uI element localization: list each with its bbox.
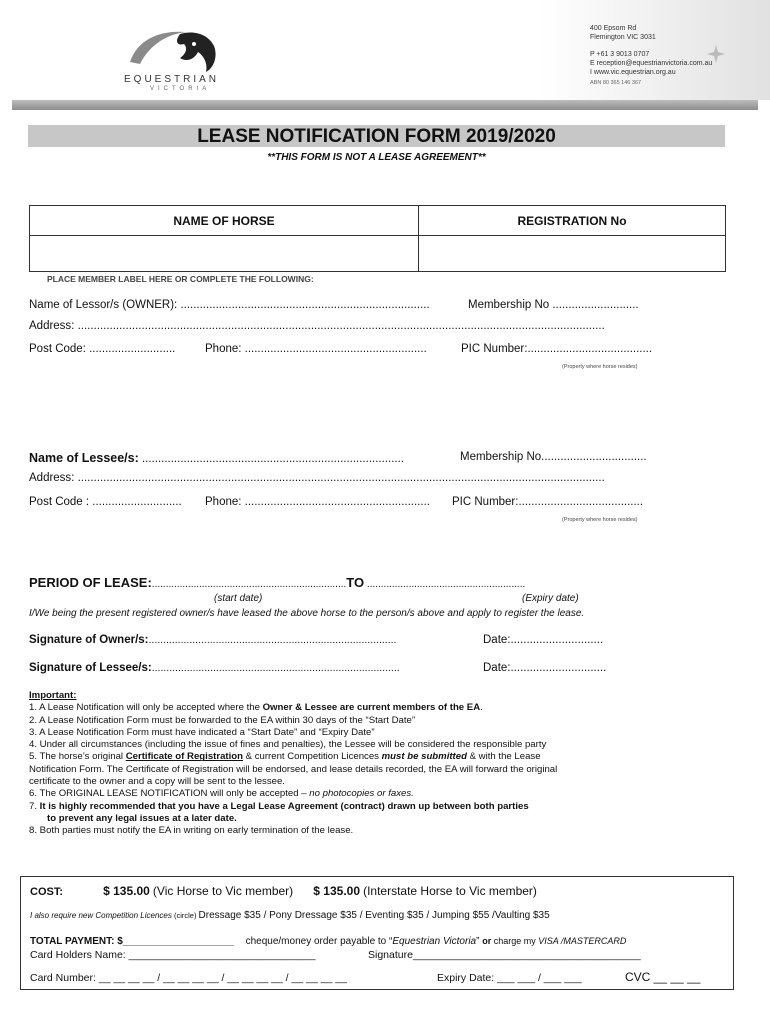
horse-name-header: NAME OF HORSE: [30, 206, 419, 236]
lessor-name-field[interactable]: Name of Lessor/s (OWNER): ..............................................................................: [29, 299, 430, 311]
lessee-membership-field[interactable]: Membership No.................................: [460, 451, 647, 463]
form-title: LEASE NOTIFICATION FORM 2019/2020: [197, 126, 556, 147]
form-subtitle: **THIS FORM IS NOT A LEASE AGREEMENT**: [267, 152, 486, 163]
period-dots-start: ......................................................................: [151, 579, 347, 590]
registration-field[interactable]: [419, 236, 726, 272]
important-item-5: 5. The horse’s original Certificate of Registration & current Competition Licences must be submitted & with the Lease: [29, 751, 541, 763]
lessor-pic-field[interactable]: PIC Number:.......................................: [461, 343, 653, 355]
period-dots-end: .........................................................: [364, 579, 526, 590]
cost-desc-vic: (Vic Horse to Vic member): [152, 884, 294, 898]
logo-name: EQUESTRIAN: [124, 74, 220, 85]
cheque-text: cheque/money order payable to “Equestrian Victoria” or charge my VISA /MASTERCARD: [245, 936, 627, 947]
member-label-note: PLACE MEMBER LABEL HERE OR COMPLETE THE FOLLOWING:: [47, 274, 314, 284]
lessor-phone-field[interactable]: Phone: .........................................................: [205, 343, 427, 355]
cvc-field[interactable]: CVC __ __ __: [625, 970, 701, 984]
address-line-2: Flemington VIC 3031: [590, 34, 656, 41]
important-item-1: 1. A Lease Notification will only be accepted where the Owner & Lessee are current members of the EA.: [29, 702, 483, 714]
period-label: PERIOD OF LEASE:: [29, 575, 152, 590]
owner-signature-field[interactable]: [29, 634, 396, 646]
star-decoration-icon: [706, 44, 726, 64]
lessee-signature-label: Signature of Lessee/s:: [29, 662, 152, 674]
web-text: I www.vic.equestrian.org.au: [590, 69, 676, 76]
lessor-pic-note: (Property where horse resides): [562, 364, 638, 370]
owner-signature-label: Signature of Owner/s:: [29, 634, 149, 646]
expiry-date-caption: (Expiry date): [522, 593, 579, 604]
address-line-1: 400 Epsom Rd: [590, 25, 637, 32]
horse-table: [29, 205, 726, 272]
important-item-4: 4. Under all circumstances (including the issue of fines and penalties), the Lessee will be considered the responsible party: [29, 739, 547, 751]
header-divider-bar: [12, 100, 758, 110]
important-item-5-cont2: certificate to the owner and a copy will be sent to the lessee.: [29, 776, 285, 788]
period-to: TO: [346, 575, 365, 590]
lessor-postcode-field[interactable]: Post Code: ...........................: [29, 343, 176, 355]
card-number-field[interactable]: Card Number: __ __ __ __ / __ __ __ __ / __ __ __ __ / __ __ __ __: [30, 972, 347, 984]
important-item-7: 7. It is highly recommended that you have a Legal Lease Agreement (contract) drawn up between both parties: [29, 800, 529, 812]
lessor-membership-field[interactable]: Membership No ...........................: [468, 299, 639, 311]
cost-desc-interstate: (Interstate Horse to Vic member): [363, 884, 537, 898]
cost-label: COST:: [30, 886, 63, 898]
lessee-name-label: Name of Lessee/s:: [29, 451, 139, 465]
logo-sub: VICTORIA: [150, 86, 211, 92]
cost-row: [30, 884, 730, 898]
owner-signature-dots: .....................................................................................: [148, 634, 397, 646]
important-item-5-cont: Notification Form. The Certificate of Registration will be endorsed, and lease details recorded, the EA will forward the original: [29, 763, 558, 775]
important-item-3: 3. A Lease Notification Form must have indicated a “Start Date” and “Expiry Date”: [29, 726, 375, 738]
lessee-signature-field[interactable]: [29, 662, 400, 674]
registration-header: REGISTRATION No: [419, 206, 726, 236]
lessee-address-field[interactable]: Address: .....................................................................................................................................................................: [29, 472, 605, 484]
important-item-7-cont: to prevent any legal issues at a later date.: [47, 812, 237, 824]
lessee-signature-dots: .....................................................................................: [151, 662, 400, 674]
owner-date-field[interactable]: Date:.............................: [483, 634, 604, 646]
lessee-postcode-field[interactable]: Post Code : ............................: [29, 496, 182, 508]
lessee-name-dots: ..................................................................................: [138, 453, 404, 465]
important-item-6: 6. The ORIGINAL LEASE NOTIFICATION will only be accepted – no photocopies or faxes.: [29, 788, 414, 800]
licences-row[interactable]: [30, 910, 730, 921]
important-item-2: 2. A Lease Notification Form must be forwarded to the EA within 30 days of the “Start Date”: [29, 714, 416, 726]
important-item-8: 8. Both parties must notify the EA in writing on early termination of the lease.: [29, 825, 354, 837]
abn-text: ABN 80 365 146 367: [590, 80, 642, 86]
horse-name-field[interactable]: [30, 236, 419, 272]
lease-statement: I/We being the present registered owner/s have leased the above horse to the person/s above and apply to register the lease.: [29, 608, 585, 619]
period-of-lease-field[interactable]: [29, 575, 525, 590]
licences-circle-note: (circle): [171, 911, 199, 920]
cost-price-vic: $ 135.00: [103, 884, 150, 898]
important-heading: Important:: [29, 690, 77, 701]
important-list: [29, 690, 729, 838]
lessee-pic-field[interactable]: PIC Number:.......................................: [452, 496, 644, 508]
start-date-caption: (start date): [214, 593, 263, 604]
lessee-name-field[interactable]: [29, 451, 404, 465]
licences-intro: I also require new Competition Licences: [30, 911, 172, 920]
total-payment-field[interactable]: TOTAL PAYMENT: $____________________: [30, 936, 235, 947]
lessee-pic-note: (Property where horse resides): [562, 517, 638, 523]
cost-price-interstate: $ 135.00: [313, 884, 361, 898]
lessee-phone-field[interactable]: Phone: ..........................................................: [205, 496, 430, 508]
expiry-date-field[interactable]: Expiry Date: ___ ___ / ___ ___: [437, 972, 582, 984]
address-block: [590, 24, 712, 88]
phone-text: P +61 3 9013 0707: [590, 51, 650, 58]
licences-list[interactable]: Dressage $35 / Pony Dressage $35 / Eventing $35 / Jumping $55 /Vaulting $35: [198, 910, 550, 921]
signature-field[interactable]: Signature_______________________________________: [368, 949, 641, 961]
email-text: E reception@equestrianvictoria.com.au: [590, 60, 713, 67]
lessor-address-field[interactable]: Address: .....................................................................................................................................................................: [29, 320, 605, 332]
total-row: [30, 936, 730, 947]
lessee-date-field[interactable]: Date:..............................: [483, 662, 607, 674]
card-holder-field[interactable]: Card Holders Name: ________________________________: [30, 949, 316, 961]
horse-head-logo-icon: [128, 24, 220, 76]
